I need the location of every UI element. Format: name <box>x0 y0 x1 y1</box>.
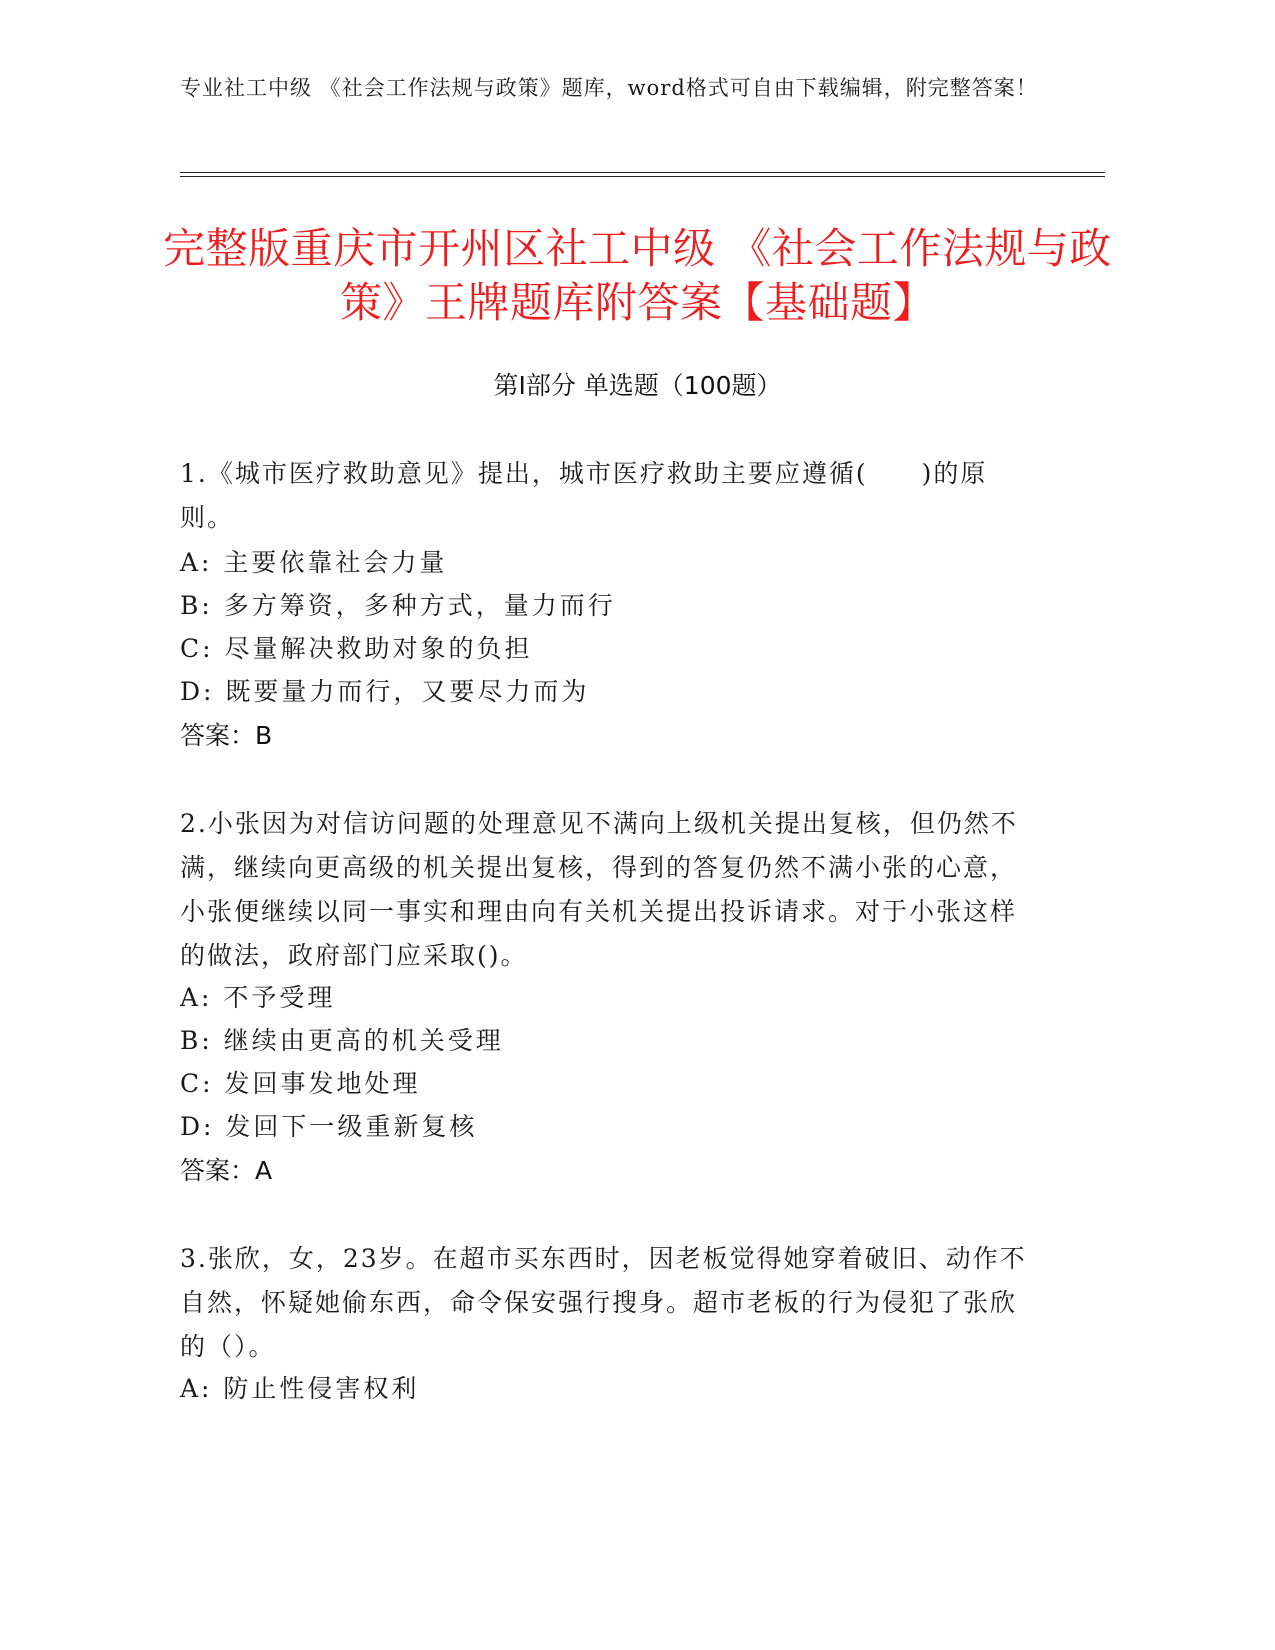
question-2-option-a: A: 不予受理 <box>180 983 336 1012</box>
question-2-option-b: B: 继续由更高的机关受理 <box>180 1026 504 1055</box>
question-1-answer: 答案：B <box>180 721 273 750</box>
document-title: 完整版重庆市开州区社工中级 《社会工作法规与政策》王牌题库附答案【基础题】 <box>163 224 1112 327</box>
header-note: 专业社工中级 《社会工作法规与政策》题库，word格式可自由下载编辑，附完整答案！ <box>180 76 1038 100</box>
header-rule-top <box>180 172 1105 173</box>
question-1-option-a: A: 主要依靠社会力量 <box>180 548 448 577</box>
question-2-option-d: D: 发回下一级重新复核 <box>180 1112 478 1141</box>
question-1-option-c: C: 尽量解决救助对象的负担 <box>180 634 533 663</box>
header-rule-bottom <box>180 176 1105 177</box>
question-1-option-b: B: 多方筹资，多种方式，量力而行 <box>180 591 616 620</box>
section-heading: 第Ⅰ部分 单选题（100题） <box>493 371 782 400</box>
question-1-text: 1.《城市医疗救助意见》提出，城市医疗救助主要应遵循( )的原则。 <box>180 459 988 532</box>
question-2-answer: 答案：A <box>180 1156 273 1185</box>
question-3-text: 3.张欣，女，23岁。在超市买东西时，因老板觉得她穿着破旧、动作不自然，怀疑她偷东西，命令保安强行搜身。超市老板的行为侵犯了张欣的（）。 <box>180 1244 1027 1361</box>
question-2-text: 2.小张因为对信访问题的处理意见不满向上级机关提出复核，但仍然不满，继续向更高级的机关提出复核，得到的答复仍然不满小张的心意，小张便继续以同一事实和理由向有关机关提出投诉请求。对于小张这样的做法，政府部门应采取()。 <box>180 809 1018 970</box>
question-1-option-d: D: 既要量力而行，又要尽力而为 <box>180 677 590 706</box>
question-3-option-a: A: 防止性侵害权利 <box>180 1374 420 1403</box>
question-2-option-c: C: 发回事发地处理 <box>180 1069 421 1098</box>
